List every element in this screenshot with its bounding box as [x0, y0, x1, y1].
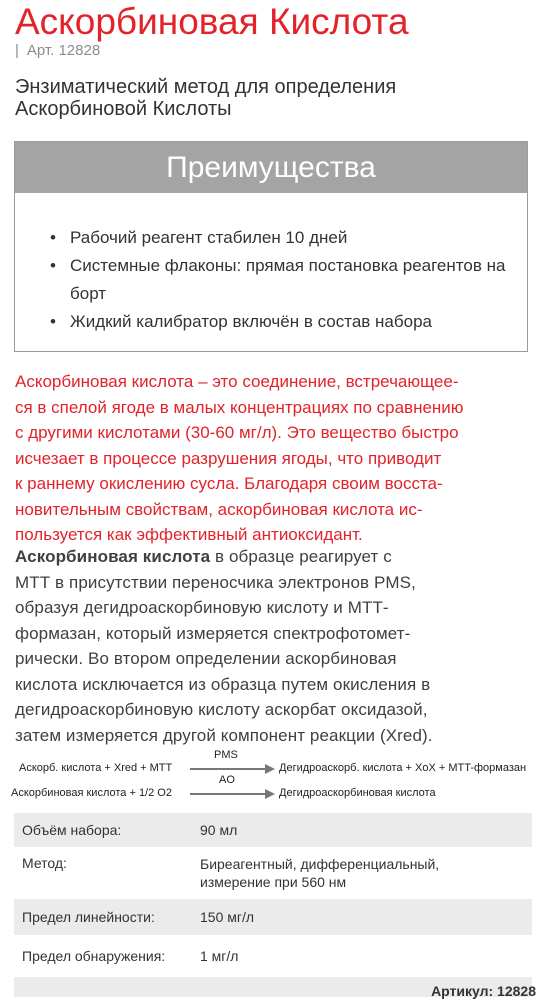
- principle-paragraph: [15, 544, 531, 748]
- reaction-reactants: Аскорбиновая кислота + 1/2 O2: [11, 787, 172, 799]
- spec-row: [14, 813, 532, 847]
- intro-line: исчезает в процессе разрушения ягоды, что приводит: [15, 448, 442, 468]
- article-number: Арт. 12828: [26, 42, 101, 59]
- bullet-icon: •: [50, 228, 56, 247]
- intro-paragraph: [15, 369, 531, 548]
- subtitle-line: Аскорбиновой Кислоты: [15, 98, 232, 120]
- principle-line: рически. Во втором определении аскорбиновая: [15, 649, 397, 668]
- principle-line: МТТ в присутствии переносчика электронов PMS,: [15, 572, 416, 592]
- bullet-icon: •: [50, 312, 56, 331]
- spec-value-line: Биреагентный, дифференциальный,: [200, 856, 440, 872]
- principle-line: формазан, который измеряется спектрофотомет-: [15, 623, 411, 643]
- intro-line: к раннему окислению сусла. Благодаря своим восста-: [15, 474, 443, 493]
- spec-value: [200, 855, 532, 891]
- advantages-list: [50, 224, 510, 336]
- principle-line: образуя дегидроаскорбиновую кислоту и МТТ-: [15, 598, 389, 617]
- spec-label: Объём набора:: [22, 822, 122, 838]
- advantages-box: [14, 141, 528, 352]
- principle-line: затем измеряется другой компонент реакции (Xred).: [15, 725, 433, 745]
- intro-line: пользуется как эффективный антиоксидант.: [15, 525, 363, 544]
- advantage-item: [50, 224, 510, 252]
- method-subtitle: [15, 76, 396, 120]
- advantage-text: Жидкий калибратор включён в состав набора: [70, 312, 432, 331]
- spec-label: Предел линейности:: [22, 909, 155, 925]
- subtitle-line: Энзиматический метод для определения: [15, 76, 397, 98]
- article-separator: |: [15, 42, 19, 59]
- principle-line: кислота исключается из образца путем окисления в: [15, 674, 431, 694]
- advantage-item: [50, 252, 510, 308]
- intro-line: новительным свойствам, аскорбиновая кислота ис-: [15, 499, 423, 519]
- spec-value-line: измерение при 560 нм: [200, 874, 347, 890]
- reaction-catalyst: PMS: [214, 749, 238, 761]
- principle-line: дегидроаскорбиновую кислоту аскорбат оксидазой,: [15, 700, 428, 719]
- advantage-text: Рабочий реагент стабилен 10 дней: [70, 228, 348, 247]
- spec-label: Предел обнаружения:: [22, 948, 166, 964]
- reaction-products: Дегидроаскорбиновая кислота: [279, 787, 436, 799]
- advantage-item: [50, 308, 510, 336]
- principle-line: в образце реагирует с: [210, 547, 392, 566]
- footer-article: Артикул: 12828: [431, 983, 536, 999]
- arrow-head-icon: [265, 764, 275, 774]
- intro-line: ся в спелой ягоде в малых концентрациях по сравнению: [15, 397, 464, 417]
- reaction-scheme: [0, 746, 549, 806]
- product-title: Аскорбиновая Кислота: [15, 1, 409, 42]
- intro-line: Аскорбиновая кислота – это соединение, встречающее-: [15, 372, 459, 391]
- arrow-head-icon: [265, 789, 275, 799]
- spec-value: 150 мг/л: [200, 909, 255, 925]
- intro-line: с другими кислотами (30-60 мг/л). Это вещество быстро: [15, 423, 459, 442]
- reaction-catalyst: AO: [219, 774, 235, 786]
- article-line: [15, 41, 100, 61]
- spec-row: [14, 935, 532, 977]
- bullet-icon: •: [50, 256, 56, 275]
- spec-row: [14, 847, 532, 899]
- reaction-products: Дегидроаскорб. кислота + XoX + MTT-формазан: [279, 762, 527, 774]
- reaction-reactants: Аскорб. кислота + Xred + MTT: [19, 762, 173, 774]
- spec-row: [14, 899, 532, 935]
- spec-label: Метод:: [22, 855, 67, 871]
- spec-value: 90 мл: [200, 822, 238, 838]
- advantages-heading: Преимущества: [15, 142, 527, 193]
- principle-lead: Аскорбиновая кислота: [15, 547, 211, 566]
- spec-value: 1 мг/л: [200, 948, 239, 964]
- spec-table: [14, 813, 532, 997]
- advantage-text: Системные флаконы: прямая постановка реагентов на борт: [70, 256, 506, 303]
